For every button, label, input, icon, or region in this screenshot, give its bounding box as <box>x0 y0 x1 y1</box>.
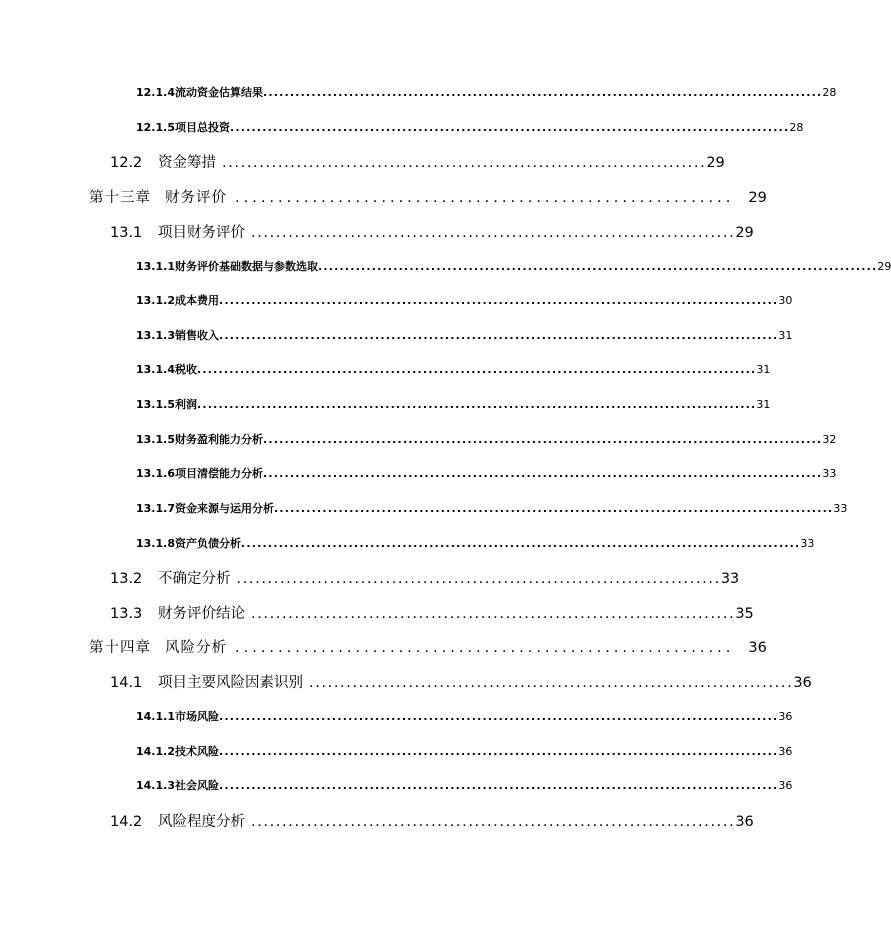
dot-leader: ........................................................................................................ <box>317 260 878 273</box>
toc-entry-label: 13.1.7资金来源与运用分析 <box>136 502 274 515</box>
dot-leader: .......................................................... <box>235 190 735 206</box>
dot-leader: .............................................................................. <box>222 155 707 171</box>
toc-entry[interactable] <box>110 810 754 834</box>
toc-page-number: 29 <box>735 225 754 241</box>
dot-leader: .............................................................................. <box>251 814 736 830</box>
toc-page-number: 36 <box>778 779 793 792</box>
toc-page-number: 33 <box>833 502 848 515</box>
toc-entry-label: 13.1.6项目清偿能力分析 <box>136 467 263 480</box>
toc-entry-label: 14.1.3社会风险 <box>136 779 219 792</box>
toc-entry-label: 13.1.5财务盈利能力分析 <box>136 433 263 446</box>
toc-page-number: 31 <box>756 363 771 376</box>
toc-page-number: 29 <box>748 190 767 206</box>
toc-entry[interactable] <box>136 327 793 347</box>
section-number: 12.2 <box>110 155 143 171</box>
dot-leader: ........................................................................................................ <box>262 467 823 480</box>
dot-leader: .............................................................................. <box>309 675 794 691</box>
toc-entry[interactable] <box>136 396 771 416</box>
section-number: 13.1 <box>110 225 143 241</box>
toc-entry-label: 13.1.3销售收入 <box>136 329 219 342</box>
section-number: 13.2 <box>110 571 143 587</box>
dot-leader: ........................................................................................................ <box>218 294 779 307</box>
dot-leader: ........................................................................................................ <box>196 398 757 411</box>
toc-page-number: 36 <box>748 640 767 656</box>
toc-entry-label: 12.1.5项目总投资 <box>136 121 230 134</box>
toc-entry[interactable] <box>136 777 793 797</box>
toc-entry-label: 13.1.1财务评价基础数据与参数选取 <box>136 260 318 273</box>
toc-page-number: 29 <box>706 155 725 171</box>
toc-page-number: 28 <box>789 121 804 134</box>
toc-page-number: 36 <box>778 710 793 723</box>
toc-entry[interactable] <box>136 84 837 104</box>
section-title: 资金筹措 <box>158 155 216 171</box>
toc-page-number: 35 <box>735 606 754 622</box>
toc-entry-label: 13.1.8资产负债分析 <box>136 537 241 550</box>
section-title: 财务评价结论 <box>158 606 245 622</box>
section-number: 13.3 <box>110 606 143 622</box>
toc-entry[interactable] <box>110 602 754 626</box>
dot-leader: ........................................................................................................ <box>196 363 757 376</box>
toc-entry[interactable] <box>136 431 837 451</box>
section-title: 不确定分析 <box>158 571 231 587</box>
toc-chapter-entry[interactable] <box>89 186 767 210</box>
toc-entry-label: 14.1.1市场风险 <box>136 710 219 723</box>
toc-entry-label: 12.1.4流动资金估算结果 <box>136 86 263 99</box>
dot-leader: ........................................................................................................ <box>262 86 823 99</box>
toc-entry[interactable] <box>110 567 740 591</box>
toc-page-number: 33 <box>800 537 815 550</box>
toc-entry[interactable] <box>136 708 793 728</box>
toc-page-number: 29 <box>877 260 891 273</box>
dot-leader: ........................................................................................................ <box>229 121 790 134</box>
toc-page-number: 28 <box>822 86 837 99</box>
dot-leader: ........................................................................................................ <box>218 329 779 342</box>
toc-entry[interactable] <box>110 671 812 695</box>
dot-leader: ........................................................................................................ <box>273 502 834 515</box>
toc-entry[interactable] <box>136 119 804 139</box>
toc-page-number: 36 <box>735 814 754 830</box>
section-title: 风险程度分析 <box>158 814 245 830</box>
dot-leader: ........................................................................................................ <box>262 433 823 446</box>
toc-entry-label: 13.1.5利润 <box>136 398 197 411</box>
toc-page-number: 30 <box>778 294 793 307</box>
toc-entry[interactable] <box>110 151 725 175</box>
dot-leader: ........................................................................................................ <box>218 745 779 758</box>
toc-entry[interactable] <box>136 465 837 485</box>
toc-page-number: 33 <box>822 467 837 480</box>
toc-entry[interactable] <box>110 221 754 245</box>
chapter-number: 第十三章 <box>89 190 151 206</box>
toc-entry[interactable] <box>136 743 793 763</box>
toc-page-number: 33 <box>720 571 740 587</box>
dot-leader: ........................................................................................................ <box>218 779 779 792</box>
dot-leader: .............................................................................. <box>251 606 736 622</box>
toc-entry[interactable] <box>136 535 815 555</box>
toc-entry-label: 14.1.2技术风险 <box>136 745 219 758</box>
toc-entry[interactable] <box>136 361 771 381</box>
dot-leader: ........................................................................................................ <box>240 537 801 550</box>
toc-page-number: 36 <box>778 745 793 758</box>
chapter-title: 财务评价 <box>165 190 227 206</box>
toc-entry[interactable] <box>136 500 848 520</box>
toc-page-number: 31 <box>756 398 771 411</box>
chapter-title: 风险分析 <box>165 640 227 656</box>
chapter-number: 第十四章 <box>89 640 151 656</box>
section-title: 项目财务评价 <box>158 225 245 241</box>
dot-leader: .............................................................................. <box>251 225 736 241</box>
toc-chapter-entry[interactable] <box>89 636 767 660</box>
toc-page-number: 36 <box>793 675 812 691</box>
section-number: 14.1 <box>110 675 143 691</box>
dot-leader: ........................................................................................................ <box>218 710 779 723</box>
toc-entry-label: 13.1.4税收 <box>136 363 197 376</box>
toc-page-number: 32 <box>822 433 837 446</box>
dot-leader: .......................................................... <box>235 640 735 656</box>
section-number: 14.2 <box>110 814 143 830</box>
toc-entry[interactable] <box>136 292 793 312</box>
toc-page-number: 31 <box>778 329 793 342</box>
toc-entry-label: 13.1.2成本费用 <box>136 294 219 307</box>
section-title: 项目主要风险因素识别 <box>158 675 303 691</box>
toc-entry[interactable] <box>136 258 891 278</box>
dot-leader: .............................................................................. <box>236 571 721 587</box>
